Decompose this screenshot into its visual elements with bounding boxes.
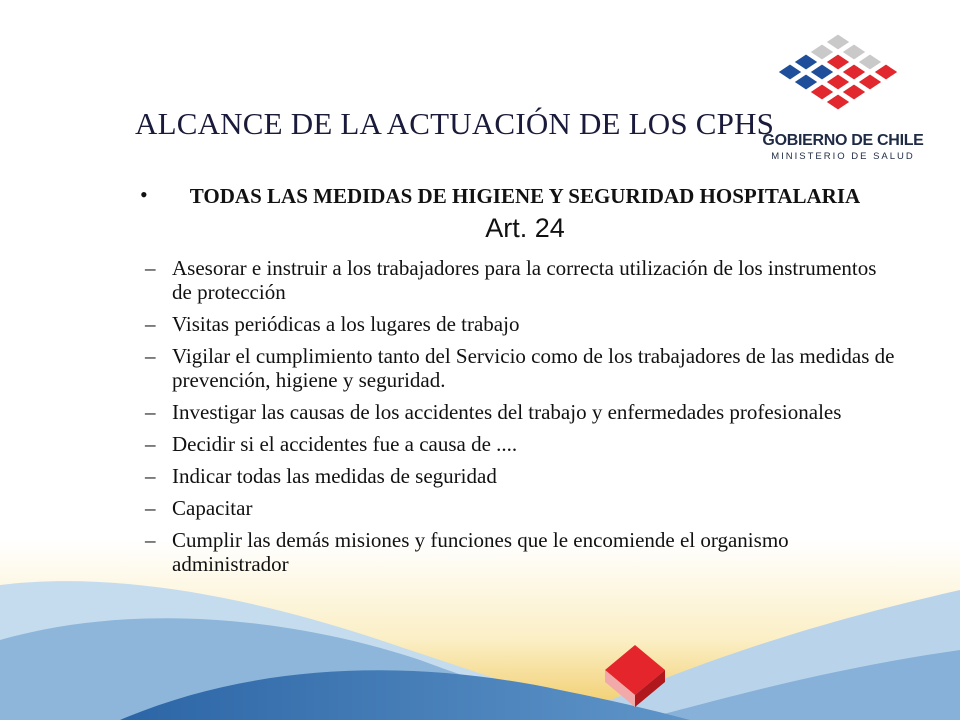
list-item xyxy=(137,496,897,520)
dash-icon: – xyxy=(145,344,156,368)
list-item-text: Visitas periódicas a los lugares de trabajo xyxy=(172,312,520,336)
logo-line1: GOBIERNO DE CHILE xyxy=(762,132,924,149)
logo-line2: MINISTERIO DE SALUD xyxy=(771,151,915,162)
list-item-text: Investigar las causas de los accidentes del trabajo y enfermedades profesionales xyxy=(172,400,842,424)
sub-items-list xyxy=(137,256,897,584)
list-item xyxy=(137,528,897,576)
list-item xyxy=(137,432,897,456)
dash-icon: – xyxy=(145,528,156,552)
article-reference: Art. 24 xyxy=(485,213,565,243)
dash-icon: – xyxy=(145,496,156,520)
main-bullet-text xyxy=(170,180,880,246)
page-title: ALCANCE DE LA ACTUACIÓN DE LOS CPHS xyxy=(135,106,775,141)
dash-icon: – xyxy=(145,400,156,424)
list-item-text: Asesorar e instruir a los trabajadores para la correcta utilización de los instrumentos de protección xyxy=(172,256,877,304)
bullet-dot-icon: • xyxy=(140,182,148,207)
main-bullet xyxy=(140,180,880,246)
dash-icon: – xyxy=(145,256,156,280)
list-item xyxy=(137,344,897,392)
list-item xyxy=(137,400,897,424)
dash-icon: – xyxy=(145,312,156,336)
list-item-text: Decidir si el accidentes fue a causa de .... xyxy=(172,432,518,456)
dash-icon: – xyxy=(145,464,156,488)
list-item xyxy=(137,464,897,488)
list-item-text: Vigilar el cumplimiento tanto del Servicio como de los trabajadores de las medidas de prevención, higiene y seguridad. xyxy=(172,344,895,392)
list-item xyxy=(137,256,897,304)
list-item-text: Capacitar xyxy=(172,496,253,520)
dash-icon: – xyxy=(145,432,156,456)
list-item-text: Cumplir las demás misiones y funciones que le encomiende el organismo administrador xyxy=(172,528,789,576)
list-item xyxy=(137,312,897,336)
main-bullet-bold: TODAS LAS MEDIDAS DE HIGIENE Y SEGURIDAD HOSPITALARIA xyxy=(189,184,861,208)
list-item-text: Indicar todas las medidas de seguridad xyxy=(172,464,497,488)
